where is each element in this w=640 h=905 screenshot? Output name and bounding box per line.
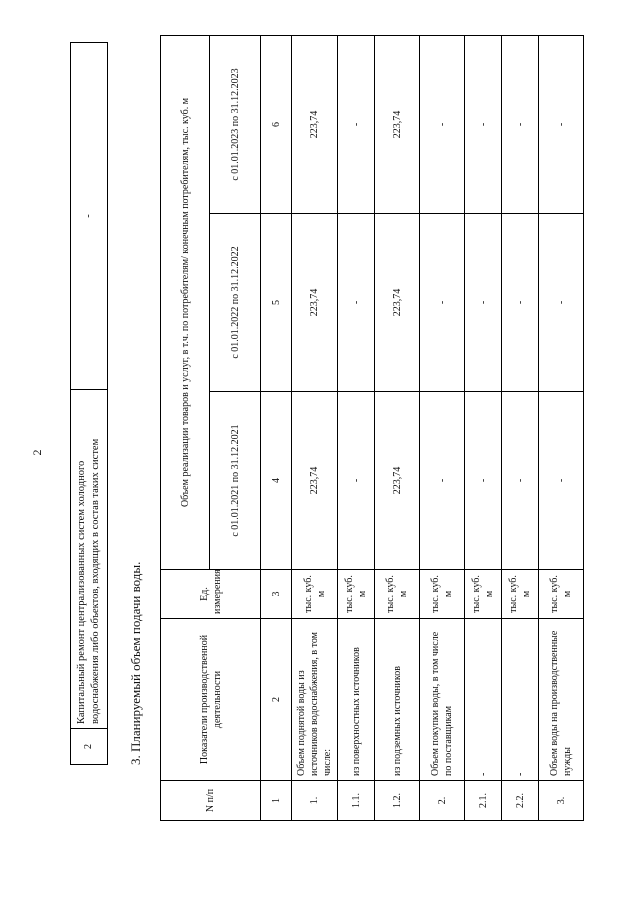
table-row <box>71 43 108 765</box>
column-number: 1 <box>261 781 292 821</box>
row-name: из поверхностных источников <box>338 619 375 781</box>
column-number: 3 <box>261 570 292 619</box>
row-value-2022: - <box>502 214 539 392</box>
row-number: 3. <box>539 781 584 821</box>
column-numbers-row <box>261 35 292 820</box>
volume-table <box>160 35 584 821</box>
row-number: 1. <box>292 781 338 821</box>
prev-table <box>70 42 108 765</box>
row-value-2023: - <box>465 35 502 213</box>
row-value-2021: - <box>465 392 502 570</box>
row-number: 1.2. <box>375 781 420 821</box>
row-name: Объем поднятой воды из источников водоснабжения, в том числе: <box>292 619 338 781</box>
row-name: - <box>465 619 502 781</box>
row-name: Объем воды на производственные нужды <box>539 619 584 781</box>
row-value-2023: - <box>338 35 375 213</box>
row-value-2023: - <box>502 35 539 213</box>
section-title: 3. Планируемый объем подачи воды. <box>128 561 143 765</box>
table-row <box>338 35 375 820</box>
header-period-2022: с 01.01.2022 по 31.12.2022 <box>210 214 261 392</box>
column-number: 4 <box>261 392 292 570</box>
header-unit: Ед. измерения <box>161 570 261 619</box>
header-group: Объем реализации товаров и услуг, в т.ч. по потребителям/ конечным потребителям, тыс. куб. м <box>161 35 210 569</box>
row-value-2022: - <box>539 214 584 392</box>
row-value-2021: - <box>539 392 584 570</box>
row-number: 2.2. <box>502 781 539 821</box>
row-name: - <box>502 619 539 781</box>
row-value-2021: - <box>338 392 375 570</box>
header-period-2021: с 01.01.2021 по 31.12.2021 <box>210 392 261 570</box>
header-no: N п/п <box>161 781 261 821</box>
row-value-2022: - <box>338 214 375 392</box>
row-value-2023: - <box>539 35 584 213</box>
row-value-2022: - <box>420 214 465 392</box>
row-unit: тыс. куб. м <box>420 570 465 619</box>
table-row <box>465 35 502 820</box>
row-name: из подземных источников <box>375 619 420 781</box>
column-number: 5 <box>261 214 292 392</box>
row-number: 2 <box>71 729 108 765</box>
page-number: 2 <box>30 449 44 456</box>
row-number: 2.1. <box>465 781 502 821</box>
row-value-2022: - <box>465 214 502 392</box>
row-value-2023: - <box>420 35 465 213</box>
table-row <box>539 35 584 820</box>
row-name: Капитальный ремонт централизованных систем холодного водоснабжения либо объектов, входящих в состав таких систем <box>71 390 108 729</box>
row-number: 1.1. <box>338 781 375 821</box>
header-row <box>161 35 210 820</box>
row-unit: тыс. куб. м <box>292 570 338 619</box>
table-row <box>292 35 338 820</box>
header-indicator: Показатели производственной деятельности <box>161 619 261 781</box>
row-value-2023: 223,74 <box>292 35 338 213</box>
row-unit: тыс. куб. м <box>539 570 584 619</box>
row-unit: тыс. куб. м <box>502 570 539 619</box>
row-value-2021: - <box>420 392 465 570</box>
row-unit: тыс. куб. м <box>338 570 375 619</box>
row-value-2022: 223,74 <box>375 214 420 392</box>
table-row <box>420 35 465 820</box>
header-period-2023: с 01.01.2023 по 31.12.2023 <box>210 35 261 213</box>
row-unit: тыс. куб. м <box>375 570 420 619</box>
column-number: 6 <box>261 35 292 213</box>
column-number: 2 <box>261 619 292 781</box>
row-value-2022: 223,74 <box>292 214 338 392</box>
row-value-2023: 223,74 <box>375 35 420 213</box>
row-number: 2. <box>420 781 465 821</box>
row-name: Объем покупки воды, в том числе по поставщикам <box>420 619 465 781</box>
table-row <box>375 35 420 820</box>
row-value-2021: - <box>502 392 539 570</box>
row-value: - <box>71 43 108 390</box>
row-value-2021: 223,74 <box>292 392 338 570</box>
row-unit: тыс. куб. м <box>465 570 502 619</box>
table-row <box>502 35 539 820</box>
row-value-2021: 223,74 <box>375 392 420 570</box>
